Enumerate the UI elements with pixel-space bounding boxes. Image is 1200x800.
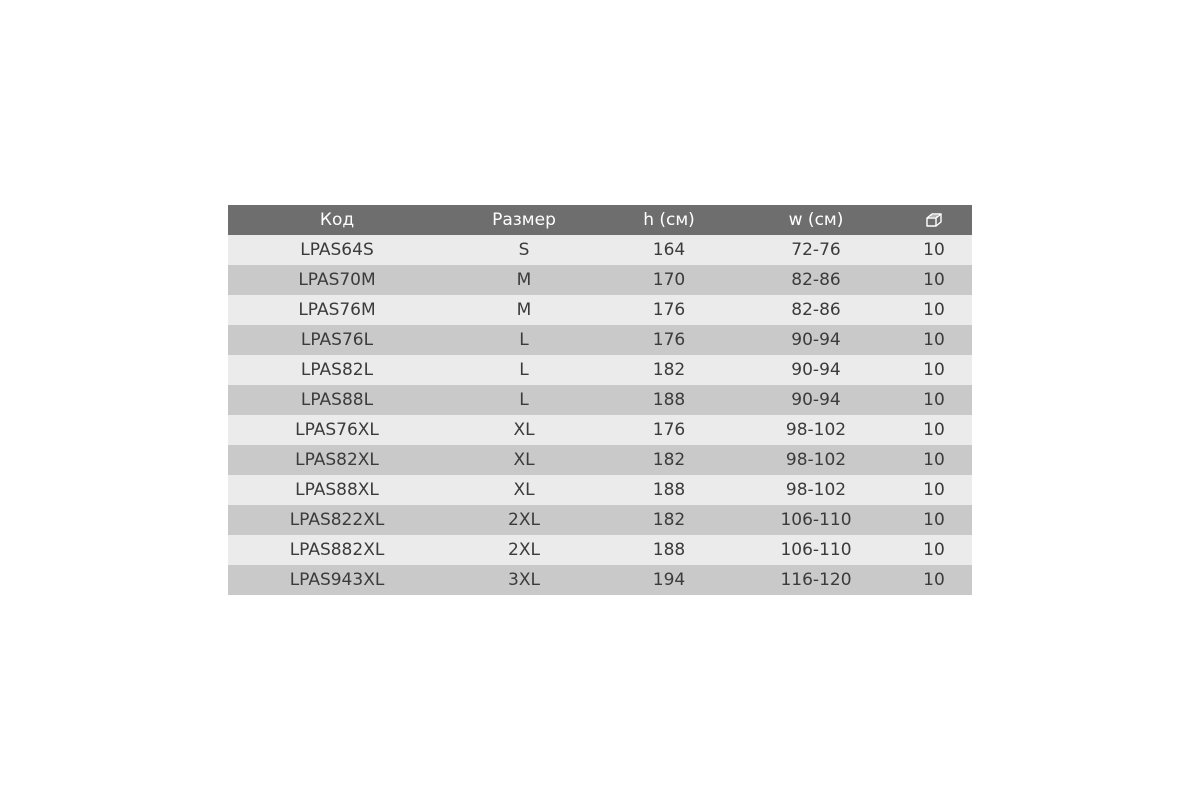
cell-code: LPAS76L bbox=[300, 330, 374, 350]
cell-qty: 10 bbox=[923, 510, 945, 530]
table-row bbox=[228, 295, 972, 325]
cell-waist: 98-102 bbox=[785, 450, 847, 470]
table-row bbox=[228, 355, 972, 385]
cell-waist: 82-86 bbox=[791, 300, 841, 320]
table-row bbox=[228, 265, 972, 295]
cell-code: LPAS82XL bbox=[295, 450, 379, 470]
cell-size: XL bbox=[513, 480, 535, 500]
cell-size: S bbox=[518, 240, 530, 260]
cell-size: 3XL bbox=[508, 570, 540, 590]
table-row bbox=[228, 475, 972, 505]
cell-size: 2XL bbox=[508, 510, 540, 530]
cell-qty: 10 bbox=[923, 480, 945, 500]
table-body bbox=[228, 235, 972, 595]
header-package bbox=[896, 205, 972, 235]
cell-size: 2XL bbox=[508, 540, 540, 560]
cell-size: M bbox=[516, 300, 532, 320]
cell-height: 194 bbox=[652, 570, 686, 590]
cell-code: LPAS82L bbox=[300, 360, 374, 380]
box-icon bbox=[925, 212, 943, 228]
cell-height: 170 bbox=[652, 270, 686, 290]
cell-size: L bbox=[519, 330, 529, 350]
cell-qty: 10 bbox=[923, 570, 945, 590]
cell-code: LPAS822XL bbox=[289, 510, 385, 530]
table-header bbox=[228, 205, 972, 235]
cell-height: 182 bbox=[652, 450, 686, 470]
cell-height: 188 bbox=[652, 540, 686, 560]
cell-size: M bbox=[516, 270, 532, 290]
cell-size: XL bbox=[513, 420, 535, 440]
header-waist: w (см) bbox=[788, 210, 844, 230]
cell-qty: 10 bbox=[923, 240, 945, 260]
header-row bbox=[228, 205, 972, 235]
cell-qty: 10 bbox=[923, 450, 945, 470]
cell-code: LPAS882XL bbox=[289, 540, 385, 560]
cell-waist: 98-102 bbox=[785, 420, 847, 440]
table-row bbox=[228, 325, 972, 355]
cell-height: 188 bbox=[652, 480, 686, 500]
header-height: h (см) bbox=[643, 210, 695, 230]
cell-waist: 116-120 bbox=[780, 570, 852, 590]
cell-height: 176 bbox=[652, 300, 686, 320]
cell-code: LPAS76M bbox=[298, 300, 376, 320]
cell-height: 182 bbox=[652, 510, 686, 530]
table-row bbox=[228, 385, 972, 415]
cell-height: 182 bbox=[652, 360, 686, 380]
cell-height: 164 bbox=[652, 240, 686, 260]
cell-qty: 10 bbox=[923, 360, 945, 380]
table-row bbox=[228, 535, 972, 565]
cell-code: LPAS88XL bbox=[295, 480, 379, 500]
cell-waist: 72-76 bbox=[791, 240, 841, 260]
cell-height: 176 bbox=[652, 330, 686, 350]
cell-qty: 10 bbox=[923, 330, 945, 350]
cell-waist: 82-86 bbox=[791, 270, 841, 290]
cell-code: LPAS70M bbox=[298, 270, 376, 290]
size-table bbox=[228, 205, 972, 595]
cell-code: LPAS88L bbox=[300, 390, 374, 410]
cell-qty: 10 bbox=[923, 540, 945, 560]
table-row bbox=[228, 235, 972, 265]
header-size: Размер bbox=[492, 210, 556, 230]
cell-size: L bbox=[519, 360, 529, 380]
cell-size: L bbox=[519, 390, 529, 410]
cell-waist: 90-94 bbox=[791, 360, 841, 380]
cell-waist: 90-94 bbox=[791, 330, 841, 350]
cell-waist: 106-110 bbox=[780, 510, 852, 530]
cell-height: 188 bbox=[652, 390, 686, 410]
cell-waist: 98-102 bbox=[785, 480, 847, 500]
cell-size: XL bbox=[513, 450, 535, 470]
table-row bbox=[228, 445, 972, 475]
cell-waist: 106-110 bbox=[780, 540, 852, 560]
cell-qty: 10 bbox=[923, 390, 945, 410]
cell-height: 176 bbox=[652, 420, 686, 440]
cell-qty: 10 bbox=[923, 270, 945, 290]
cell-qty: 10 bbox=[923, 420, 945, 440]
header-code: Код bbox=[319, 210, 355, 230]
cell-code: LPAS943XL bbox=[289, 570, 385, 590]
table-row bbox=[228, 565, 972, 595]
cell-qty: 10 bbox=[923, 300, 945, 320]
table-row bbox=[228, 415, 972, 445]
cell-waist: 90-94 bbox=[791, 390, 841, 410]
cell-code: LPAS76XL bbox=[295, 420, 379, 440]
cell-code: LPAS64S bbox=[300, 240, 374, 260]
table-row bbox=[228, 505, 972, 535]
